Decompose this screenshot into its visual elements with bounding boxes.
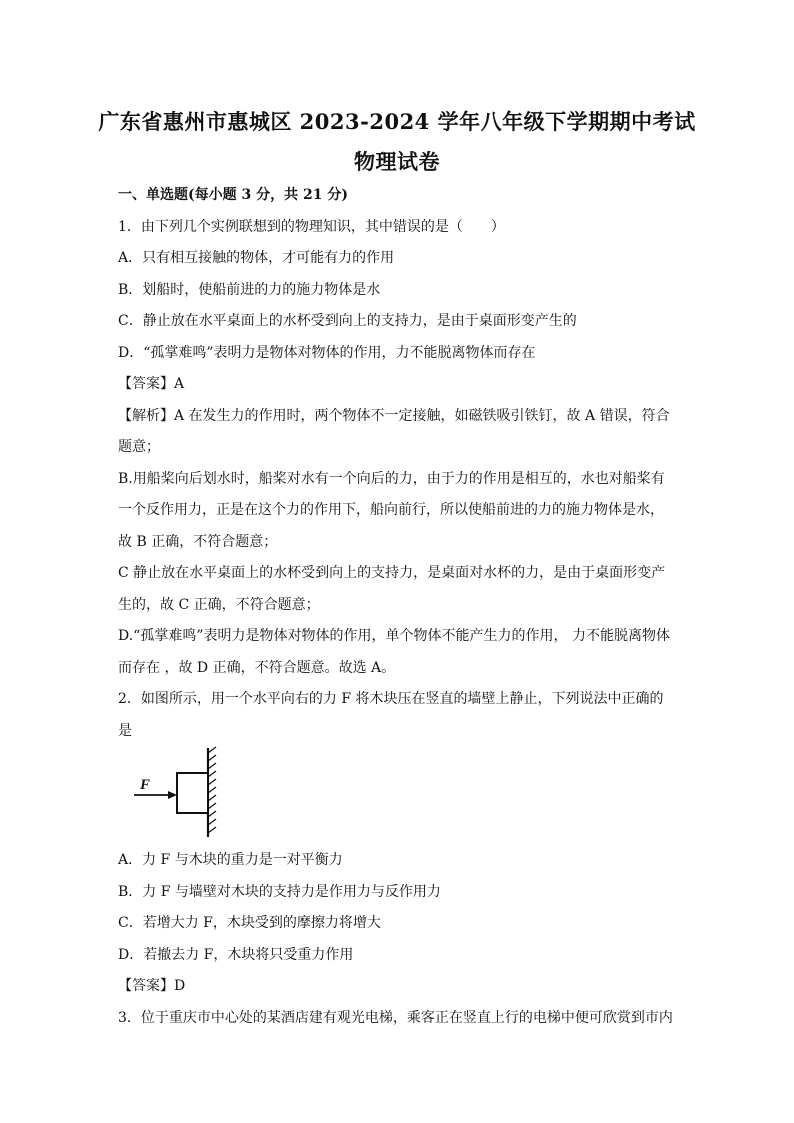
q1-answer: 【答案】A	[118, 376, 185, 392]
q1-option-a: A．只有相互接触的物体，才可能有力的作用	[118, 250, 395, 266]
q1-analysis-line: 题意；	[118, 439, 160, 455]
exam-subtitle: 物理试卷	[354, 149, 440, 174]
wooden-block	[177, 773, 208, 813]
question-2-block	[118, 845, 678, 1034]
section-heading: 一、单选题(每小题 3 分，共 21 分)	[118, 187, 348, 203]
q1-analysis-line: 一个反作用力，正是在这个力的作用下，船向前行，所以使船前进的力的施力物体是水，	[118, 502, 664, 518]
q2-option-b: B．力 F 与墙壁对木块的支持力是作用力与反作用力	[118, 883, 441, 900]
q1-analysis-line: C 静止放在水平桌面上的水杯受到向上的支持力，是桌面对水杯的力，是由于桌面形变产	[118, 565, 666, 581]
q1-analysis-line: 故 B 正确，不符合题意；	[118, 533, 278, 550]
q1-option-c: C．静止放在水平桌面上的水杯受到向上的支持力，是由于桌面形变产生的	[118, 313, 577, 329]
force-label: F	[140, 777, 151, 793]
q2-option-a: A．力 F 与木块的重力是一对平衡力	[118, 852, 343, 868]
wall-hatching	[208, 747, 216, 833]
q2-answer: 【答案】D	[118, 978, 186, 994]
q1-stem: 1．由下列几个实例联想到的物理知识，其中错误的是（ ）	[118, 218, 505, 235]
q2-stem-continued: 是	[118, 722, 132, 739]
q1-analysis-line: 【解析】A 在发生力的作用时，两个物体不一定接触，如磁铁吸引铁钉，故 A 错误，符合	[118, 407, 670, 424]
force-wall-diagram	[130, 745, 230, 840]
q2-stem: 2．如图所示，用一个水平向右的力 F 将木块压在竖直的墙壁上静止，下列说法中正确的	[118, 691, 664, 707]
q1-analysis-line: D.“孤掌难鸣”表明力是物体对物体的作用，单个物体不能产生力的作用， 力不能脱离物体	[118, 628, 670, 644]
question-1-block	[118, 180, 678, 747]
q1-analysis-line: 而存在 ，故 D 正确，不符合题意。故选 A。	[118, 659, 396, 676]
q1-option-b: B．划船时，使船前进的力的施力物体是水	[118, 281, 381, 298]
q1-analysis-line: 生的，故 C 正确，不符合题意；	[118, 596, 320, 613]
force-arrow-head	[168, 791, 177, 799]
exam-title: 广东省惠州市惠城区 2023-2024 学年八年级下学期期中考试	[98, 109, 696, 134]
q3-stem: 3．位于重庆市中心处的某酒店建有观光电梯，乘客正在竖直上行的电梯中便可欣赏到市内	[118, 1009, 673, 1026]
q1-option-d: D．“孤掌难鸣”表明力是物体对物体的作用，力不能脱离物体而存在	[118, 344, 536, 361]
q2-option-d: D．若撤去力 F，木块将只受重力作用	[118, 946, 354, 963]
q1-analysis-line: B.用船桨向后划水时，船桨对水有一个向后的力，由于力的作用是相互的，水也对船桨有	[118, 470, 665, 487]
q2-option-c: C．若增大力 F，木块受到的摩擦力将增大	[118, 915, 381, 931]
